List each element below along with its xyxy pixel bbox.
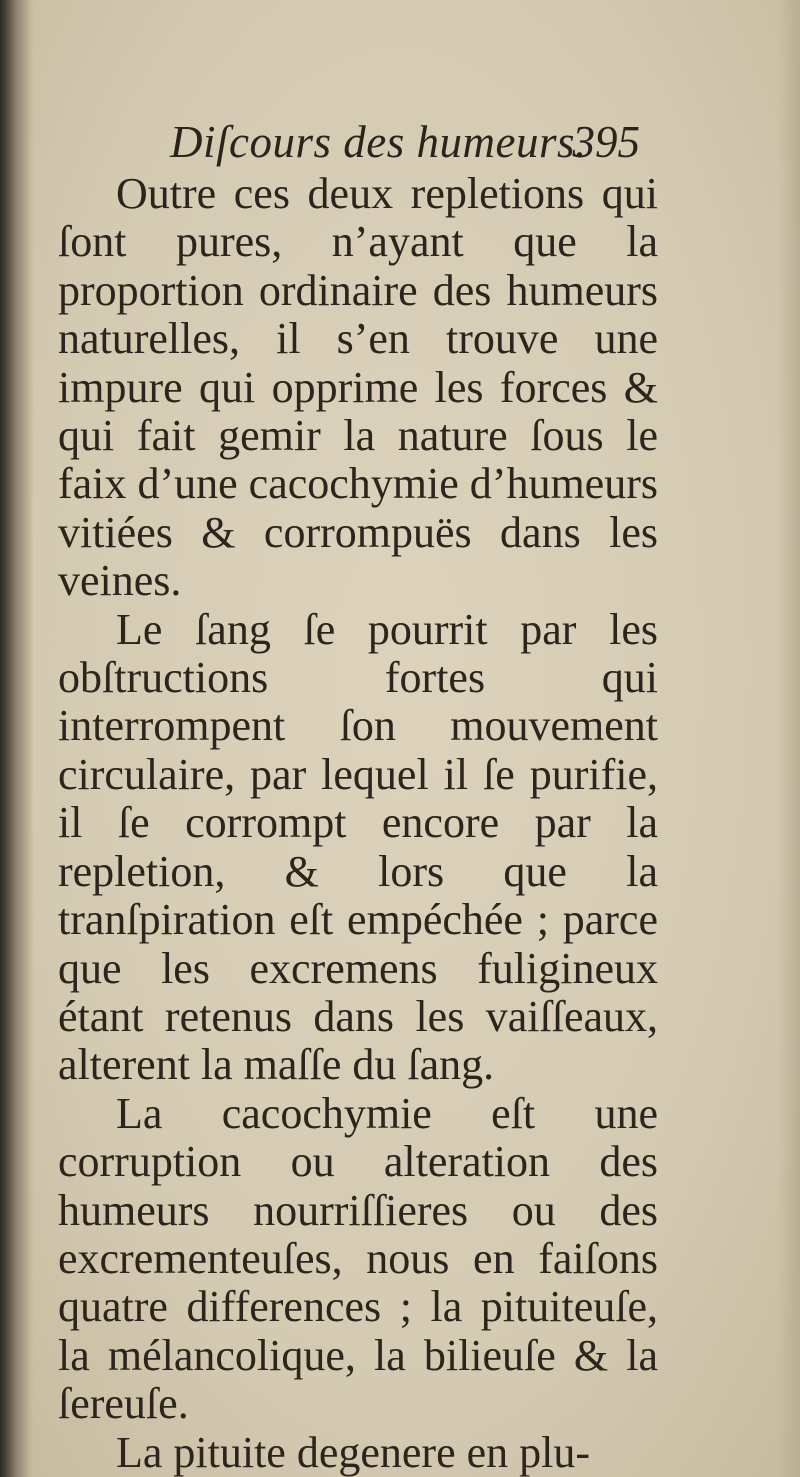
page-edge <box>778 0 800 1477</box>
running-title: Diſcours des humeurs. <box>170 117 587 167</box>
page-number: 395 <box>572 117 640 167</box>
paragraph-2: Le ſang ſe pourrit par les obſtructions fortes qui interrompent ſon mouvement circulaire, par lequel il ſe purifie, il ſe corrompt encore par la repletion, & lors que la tranſpiration eſt empéchée ; parce que les excremens fuligineux étant retenus dans les vaiſſeaux, alterent la maſſe du ſang. <box>58 604 658 1090</box>
paragraph-4: La pituite degenere en plu- <box>116 1427 591 1477</box>
page-header <box>170 112 640 172</box>
paragraph-1: Outre ces deux repletions qui ſont pures, n’ayant que la proportion ordinaire des humeurs naturelles, il s’en trouve une impure qui opprime les forces & qui fait gemir la nature ſous le faix d’une cacochymie d’humeurs vitiées & corrompuës dans les veines. <box>58 169 658 606</box>
body-text <box>58 170 658 1477</box>
book-gutter-shadow <box>0 0 34 1477</box>
paragraph-3: La cacochymie eſt une corruption ou alteration des humeurs nourriſſieres ou des excrementeuſes, nous en faiſons quatre differences ; la pituiteuſe, la mélancolique, la bilieuſe & la ſereuſe. <box>58 1088 658 1429</box>
